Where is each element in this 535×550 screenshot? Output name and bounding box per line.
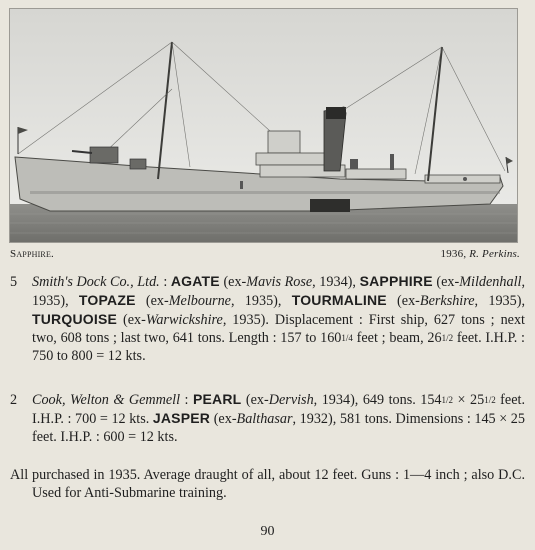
ship-details: feet ; beam, 26 [352,330,442,346]
ex-suffix: , 1934), [312,274,356,290]
ship-details: 649 tons. 154 [358,392,442,408]
builder-name: Cook, Welton & Gemmell [32,392,181,408]
ship-details: feet. I.H.P. : 700 = 12 kts. [32,392,525,427]
ex-name: Mildenhall [459,274,522,290]
ship-name-sapphire: SAPPHIRE [359,273,433,289]
entry-count: 2 [10,392,18,408]
ship-name-agate: AGATE [170,273,220,289]
ex-suffix: , 1934), [313,392,359,408]
ship-illustration [10,9,518,243]
ex-prefix: (ex- [241,392,269,408]
ex-name: Mavis Rose [246,274,313,290]
ex-name: Warwickshire [145,312,223,328]
entry-smiths-dock [10,272,525,365]
ship-details: feet. I.H.P. : 750 to 800 = 12 kts. [32,330,525,364]
ship-photograph [9,8,518,243]
ship-details: 581 tons. Dimensions : 145 × 25 feet. I.H.P. : 600 = 12 kts. [32,411,525,445]
ship-name-pearl: PEARL [192,391,242,407]
entry-count: 5 [10,274,18,290]
ship-name-topaze: TOPAZE [78,292,136,308]
ship-details: Displacement : First ship, 627 tons ; next two, 608 tons ; last two, 641 tons. Length : 157 to 160 [32,312,525,346]
ex-name: Dervish [268,392,314,408]
caption-credit [441,248,520,260]
entry-cook-welton-gemmell [10,390,525,446]
fraction: 1/4 [341,333,353,343]
ex-prefix: (ex- [135,293,169,309]
ex-prefix: (ex- [219,274,247,290]
ship-name-tourmaline: TOURMALINE [291,292,387,308]
ex-name: Balthasar [236,411,293,427]
ex-suffix: , 1935). [222,312,269,328]
note-text: All purchased in 1935. Average draught of all, about 12 feet. Guns : 1—4 inch ; also D.C. Used for Anti-Submarine training. [10,467,525,501]
builder-name: Smith's Dock Co., Ltd. [32,274,160,290]
ex-prefix: (ex- [117,312,146,328]
ex-suffix: , 1935), [32,274,526,309]
ex-suffix: , 1935), [230,293,282,309]
ex-prefix: (ex- [432,274,460,290]
caption-year: 1936, [440,248,470,260]
fraction: 1/2 [441,333,454,343]
ship-details: × 25 [453,392,485,408]
ship-name-jasper: JASPER [152,410,211,426]
fraction: 1/2 [484,395,496,405]
entry-note [10,466,525,502]
ship-name-turquoise: TURQUOISE [32,311,118,327]
fraction: 1/2 [441,395,454,405]
separator: : [159,274,171,290]
separator: : [180,392,193,408]
caption-photographer: R. Perkins. [469,248,520,260]
ex-prefix: (ex- [210,411,237,427]
ex-suffix: , 1932), [292,411,337,427]
page-number: 90 [260,524,275,539]
ex-name: Berkshire [419,293,475,309]
ex-suffix: , 1935), [474,293,526,309]
ex-name: Melbourne [168,293,231,309]
caption-ship-name: Sapphire. [10,248,55,260]
ex-prefix: (ex- [386,293,420,309]
